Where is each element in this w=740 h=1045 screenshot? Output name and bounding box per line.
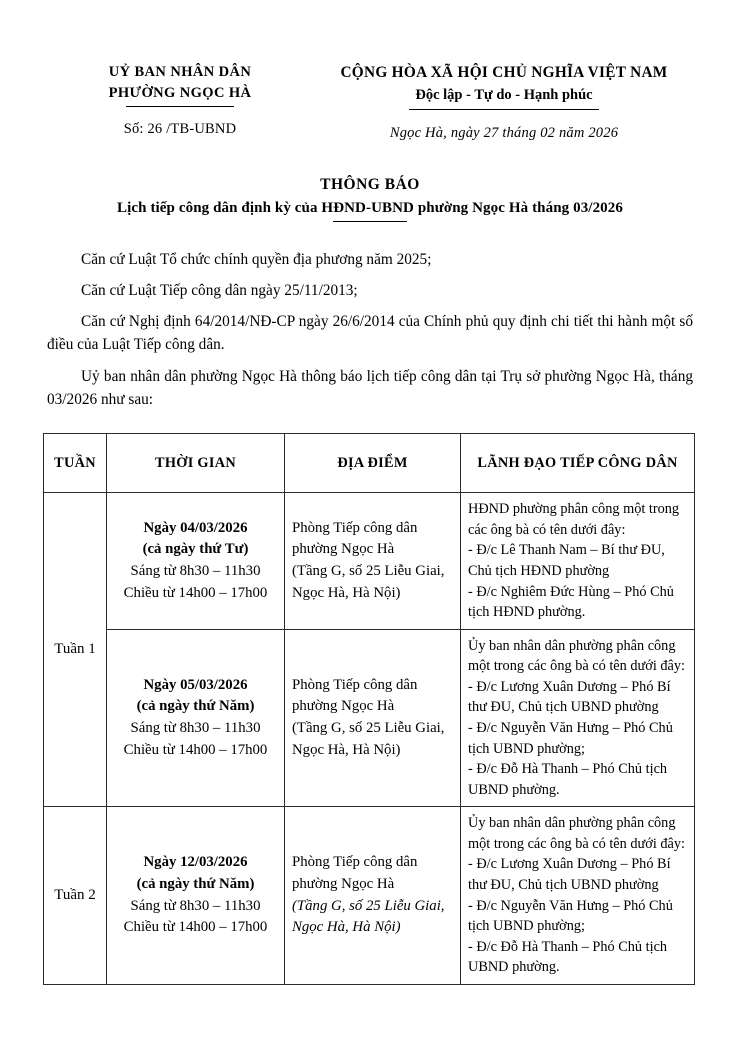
place-address-1: (Tầng G, số 25 Liễu Giai, bbox=[292, 897, 445, 914]
place-name-2: phường Ngọc Hà bbox=[292, 876, 395, 893]
body-paragraph: Căn cứ Luật Tổ chức chính quyền địa phương năm 2025; bbox=[81, 250, 432, 268]
authority-underline bbox=[126, 106, 234, 107]
table-row bbox=[44, 493, 695, 629]
leader-line: một trong các ông bà có tên dưới đây: bbox=[468, 835, 685, 852]
cell-place bbox=[285, 493, 461, 629]
leader-line: tịch HĐND phường. bbox=[468, 604, 586, 621]
time-morning: Sáng từ 8h30 – 11h30 bbox=[130, 720, 261, 737]
place-name-1: Phòng Tiếp công dân bbox=[292, 519, 418, 536]
cell-time bbox=[107, 493, 285, 629]
leader-line: - Đ/c Lương Xuân Dương – Phó Bí bbox=[468, 678, 671, 695]
cell-place bbox=[285, 629, 461, 807]
place-address-2: Ngọc Hà, Hà Nội) bbox=[292, 919, 401, 936]
leader-line: Ủy ban nhân dân phường phân công bbox=[468, 815, 676, 832]
leader-line: tịch UBND phường; bbox=[468, 740, 585, 757]
cell-week: Tuần 1 bbox=[44, 493, 107, 807]
cell-place bbox=[285, 807, 461, 985]
issuing-authority-block bbox=[46, 62, 314, 138]
document-header bbox=[0, 0, 740, 142]
leader-line: tịch UBND phường; bbox=[468, 918, 585, 935]
time-afternoon: Chiều từ 14h00 – 17h00 bbox=[123, 584, 268, 601]
leader-line: một trong các ông bà có tên dưới đây: bbox=[468, 658, 685, 675]
time-date: Ngày 05/03/2026 bbox=[143, 676, 248, 693]
document-body bbox=[0, 248, 740, 412]
column-header-place: ĐỊA ĐIỂM bbox=[285, 434, 461, 493]
body-paragraph: Căn cứ Luật Tiếp công dân ngày 25/11/2013; bbox=[81, 281, 358, 299]
leader-line: - Đ/c Nguyễn Văn Hưng – Phó Chủ bbox=[468, 897, 673, 914]
authority-line-2: PHƯỜNG NGỌC HÀ bbox=[108, 84, 252, 101]
place-name-1: Phòng Tiếp công dân bbox=[292, 854, 418, 871]
schedule-table-wrapper bbox=[0, 433, 740, 985]
national-name: CỘNG HÒA XÃ HỘI CHỦ NGHĨA VIỆT NAM bbox=[340, 64, 668, 81]
place-address-1: (Tầng G, số 25 Liễu Giai, bbox=[292, 720, 445, 737]
time-date: Ngày 12/03/2026 bbox=[143, 854, 248, 871]
leader-line: - Đ/c Lê Thanh Nam – Bí thư ĐU, bbox=[468, 542, 665, 559]
table-row bbox=[44, 629, 695, 807]
leader-line: - Đ/c Nguyễn Văn Hưng – Phó Chủ bbox=[468, 720, 673, 737]
national-heading-block bbox=[314, 62, 694, 142]
table-row bbox=[44, 807, 695, 985]
body-paragraph: Uỷ ban nhân dân phường Ngọc Hà thông báo lịch tiếp công dân tại Trụ sở phường Ngọc Hà, tháng 03/2026 như sau: bbox=[47, 367, 693, 408]
leader-line: UBND phường. bbox=[468, 781, 560, 798]
page-title: THÔNG BÁO bbox=[320, 175, 420, 193]
national-motto: Độc lập - Tự do - Hạnh phúc bbox=[415, 86, 593, 103]
cell-time bbox=[107, 807, 285, 985]
time-day: (cả ngày thứ Tư) bbox=[142, 541, 249, 558]
table-header bbox=[44, 434, 695, 493]
leader-line: HĐND phường phân công một trong bbox=[468, 501, 680, 518]
leader-line: các ông bà có tên dưới đây: bbox=[468, 521, 626, 538]
leader-line: - Đ/c Đỗ Hà Thanh – Phó Chủ tịch bbox=[468, 761, 668, 778]
time-date: Ngày 04/03/2026 bbox=[143, 519, 248, 536]
leader-line: thư ĐU, Chủ tịch UBND phường bbox=[468, 699, 659, 716]
cell-time bbox=[107, 629, 285, 807]
time-morning: Sáng từ 8h30 – 11h30 bbox=[130, 897, 261, 914]
place-and-date: Ngọc Hà, ngày 27 tháng 02 năm 2026 bbox=[389, 124, 619, 141]
column-header-leader: LÃNH ĐẠO TIẾP CÔNG DÂN bbox=[461, 434, 695, 493]
place-address-1: (Tầng G, số 25 Liễu Giai, bbox=[292, 562, 445, 579]
time-afternoon: Chiều từ 14h00 – 17h00 bbox=[123, 919, 268, 936]
column-header-week: TUẦN bbox=[44, 434, 107, 493]
table-header-row bbox=[44, 434, 695, 493]
leader-line: - Đ/c Nghiêm Đức Hùng – Phó Chủ bbox=[468, 583, 674, 600]
page-subtitle: Lịch tiếp công dân định kỳ của HĐND-UBND phường Ngọc Hà tháng 03/2026 bbox=[117, 199, 623, 216]
leader-line: - Đ/c Lương Xuân Dương – Phó Bí bbox=[468, 856, 671, 873]
table-body bbox=[44, 493, 695, 985]
schedule-table bbox=[43, 433, 695, 985]
time-day: (cả ngày thứ Năm) bbox=[136, 698, 255, 715]
time-day: (cả ngày thứ Năm) bbox=[136, 876, 255, 893]
column-header-time: THỜI GIAN bbox=[107, 434, 285, 493]
document-number: Số: 26 /TB-UBND bbox=[123, 121, 237, 138]
cell-leader bbox=[461, 493, 695, 629]
leader-line: thư ĐU, Chủ tịch UBND phường bbox=[468, 877, 659, 894]
place-name-1: Phòng Tiếp công dân bbox=[292, 676, 418, 693]
leader-line: Ủy ban nhân dân phường phân công bbox=[468, 637, 676, 654]
place-name-2: phường Ngọc Hà bbox=[292, 541, 395, 558]
cell-leader bbox=[461, 807, 695, 985]
title-underline bbox=[333, 221, 407, 222]
place-address-2: Ngọc Hà, Hà Nội) bbox=[292, 741, 401, 758]
cell-week: Tuần 2 bbox=[44, 807, 107, 985]
body-paragraph: Căn cứ Nghị định 64/2014/NĐ-CP ngày 26/6/2014 của Chính phủ quy định chi tiết thi hành một số điều của Luật Tiếp công dân. bbox=[47, 313, 693, 354]
leader-line: Chủ tịch HĐND phường bbox=[468, 562, 610, 579]
cell-leader bbox=[461, 629, 695, 807]
motto-underline bbox=[409, 109, 599, 110]
place-address-2: Ngọc Hà, Hà Nội) bbox=[292, 584, 401, 601]
document-title-block bbox=[0, 176, 740, 222]
leader-line: UBND phường. bbox=[468, 959, 560, 976]
place-name-2: phường Ngọc Hà bbox=[292, 698, 395, 715]
time-morning: Sáng từ 8h30 – 11h30 bbox=[130, 562, 261, 579]
leader-line: - Đ/c Đỗ Hà Thanh – Phó Chủ tịch bbox=[468, 938, 668, 955]
time-afternoon: Chiều từ 14h00 – 17h00 bbox=[123, 741, 268, 758]
authority-line-1: UỶ BAN NHÂN DÂN bbox=[108, 64, 252, 80]
